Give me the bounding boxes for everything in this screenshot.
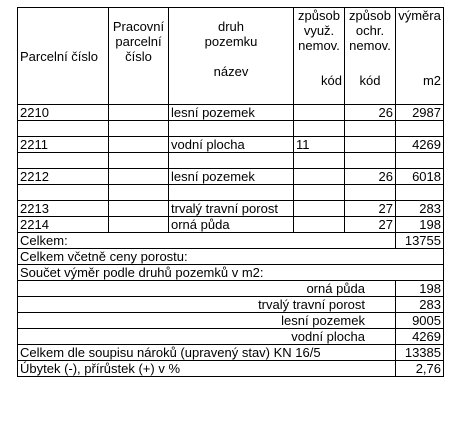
- working-parcel-cell: [109, 201, 169, 217]
- land-name-cell: lesní pozemek: [169, 105, 294, 121]
- header-name-label: název: [213, 63, 249, 79]
- summary-row: [18, 313, 444, 329]
- area-cell: 6018: [396, 169, 444, 185]
- change-percent-value: 2,76: [396, 361, 444, 377]
- total-with-growth-row: [18, 249, 444, 265]
- land-name-cell: orná půda: [169, 217, 294, 233]
- usage-code-cell: 11: [294, 137, 345, 153]
- register-total-value: 13385: [396, 345, 444, 361]
- change-percent-label: Úbytek (-), přírůstek (+) v %: [18, 361, 396, 377]
- header-line: Pracovní: [112, 18, 165, 34]
- parcel-number-cell: 2210: [18, 105, 109, 121]
- header-spacer: [398, 23, 441, 73]
- header-line: parcelní: [115, 33, 162, 49]
- land-name-cell: vodní plocha: [169, 137, 294, 153]
- land-name-cell: lesní pozemek: [169, 169, 294, 185]
- table-row: [18, 137, 444, 153]
- table-row-empty: [18, 121, 444, 137]
- area-cell: 2987: [396, 105, 444, 121]
- header-spacer: [111, 64, 166, 94]
- parcel-table: [17, 7, 444, 377]
- header-line: číslo: [125, 48, 152, 64]
- header-row: [18, 8, 444, 105]
- summary-type-value: 9005: [396, 313, 444, 329]
- header-spacer: [296, 53, 342, 73]
- table-row-empty: [18, 153, 444, 169]
- total-value: 13755: [396, 233, 444, 249]
- total-row: [18, 233, 444, 249]
- usage-code-cell: [294, 169, 345, 185]
- header-line: způsob: [349, 8, 391, 23]
- summary-type-value: 4269: [396, 329, 444, 345]
- working-parcel-cell: [109, 105, 169, 121]
- summary-type-name: lesní pozemek: [18, 313, 396, 329]
- protection-code-cell: 26: [345, 169, 396, 185]
- total-label: Celkem:: [18, 233, 396, 249]
- header-line: využ.: [303, 23, 335, 38]
- register-total-row: [18, 345, 444, 361]
- usage-code-cell: [294, 201, 345, 217]
- summary-type-name: vodní plocha: [18, 329, 396, 345]
- table-row: [18, 169, 444, 185]
- parcel-number-cell: 2212: [18, 169, 109, 185]
- summary-heading: Součet výměr podle druhů pozemků v m2:: [18, 265, 444, 281]
- header-unit-label: m2: [422, 73, 441, 88]
- header-land-type: [169, 8, 294, 105]
- working-parcel-cell: [109, 169, 169, 185]
- header-protection-method: [345, 8, 396, 105]
- header-line: pozemku: [204, 33, 258, 49]
- header-code-label: kód: [359, 73, 381, 88]
- total-with-growth-label: Celkem včetně ceny porostu:: [18, 249, 444, 265]
- header-line: druh: [217, 18, 245, 34]
- protection-code-cell: 26: [345, 105, 396, 121]
- parcel-number-cell: 2214: [18, 217, 109, 233]
- summary-row: [18, 297, 444, 313]
- usage-code-cell: [294, 217, 345, 233]
- protection-code-cell: 27: [345, 201, 396, 217]
- header-parcel-number: Parcelní číslo: [18, 8, 109, 105]
- table-row: [18, 105, 444, 121]
- area-cell: 4269: [396, 137, 444, 153]
- header-working-parcel-number: [109, 8, 169, 105]
- table-row-empty: [18, 185, 444, 201]
- summary-type-name: orná půda: [18, 281, 396, 297]
- header-spacer: [347, 53, 393, 73]
- area-cell: 198: [396, 217, 444, 233]
- summary-type-name: trvalý travní porost: [18, 297, 396, 313]
- header-line: ochr.: [355, 23, 385, 38]
- protection-code-cell: 27: [345, 217, 396, 233]
- header-line: způsob: [298, 8, 340, 23]
- protection-code-cell: [345, 137, 396, 153]
- summary-type-value: 283: [396, 297, 444, 313]
- summary-row: [18, 281, 444, 297]
- parcel-number-cell: 2213: [18, 201, 109, 217]
- table-row: [18, 201, 444, 217]
- summary-type-value: 198: [396, 281, 444, 297]
- header-area: [396, 8, 444, 105]
- header-line: nemov.: [349, 38, 391, 53]
- header-spacer: [171, 79, 291, 94]
- summary-row: [18, 329, 444, 345]
- table-row: [18, 217, 444, 233]
- header-spacer: [171, 49, 291, 64]
- land-name-cell: trvalý travní porost: [169, 201, 294, 217]
- change-percent-row: [18, 361, 444, 377]
- header-line: nemov.: [298, 38, 340, 53]
- header-usage-method: [294, 8, 345, 105]
- area-cell: 283: [396, 201, 444, 217]
- summary-heading-row: [18, 265, 444, 281]
- header-line: výměra: [398, 8, 441, 23]
- header-code-label: kód: [321, 73, 342, 88]
- register-total-label: Celkem dle soupisu nároků (upravený stav) KN 16/5: [18, 345, 396, 361]
- usage-code-cell: [294, 105, 345, 121]
- parcel-number-cell: 2211: [18, 137, 109, 153]
- working-parcel-cell: [109, 137, 169, 153]
- working-parcel-cell: [109, 217, 169, 233]
